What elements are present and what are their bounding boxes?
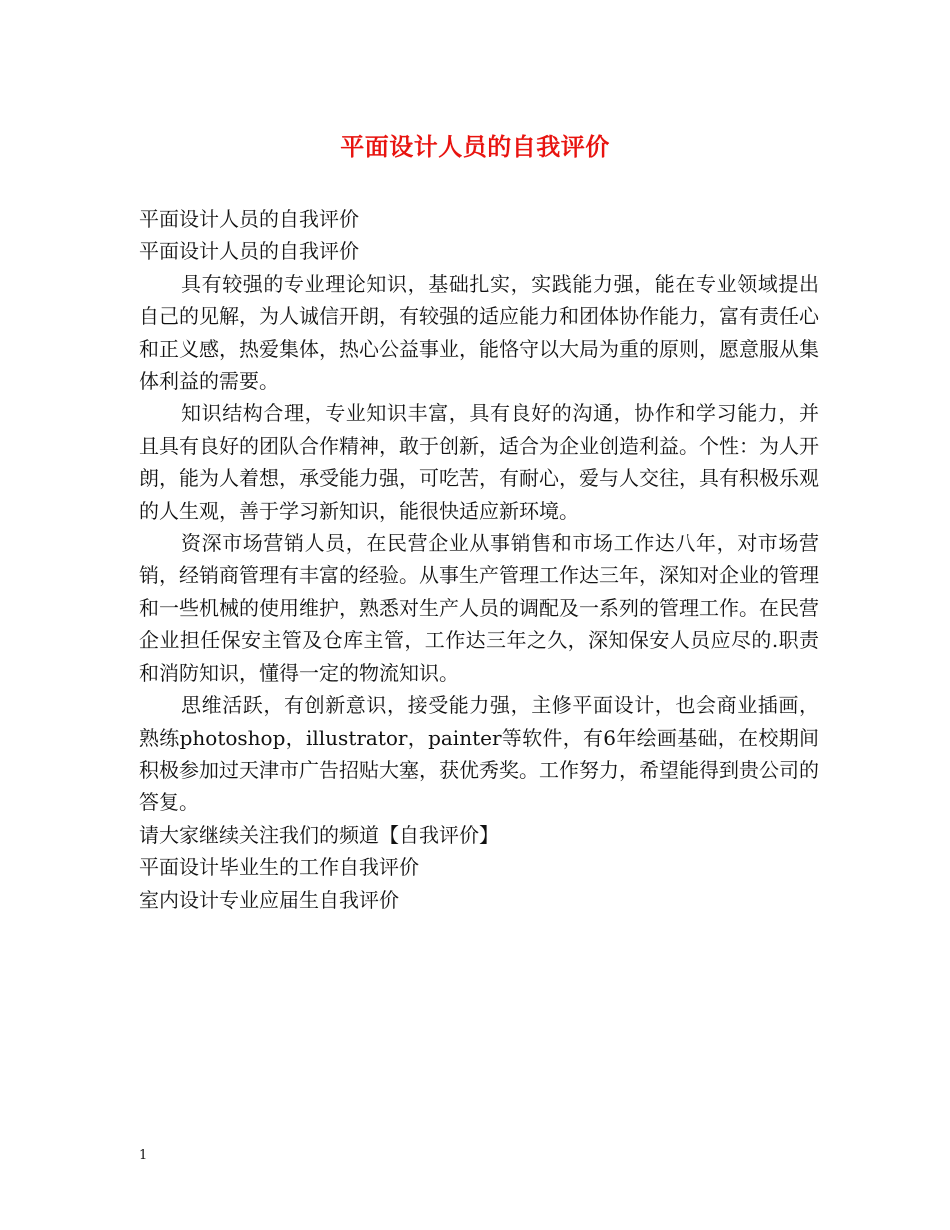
- page-number: 1: [139, 1148, 148, 1163]
- paragraph: 具有较强的专业理论知识，基础扎实，实践能力强，能在专业领域提出自己的见解，为人诚信开朗，有较强的适应能力和团体协作能力，富有责任心和正义感，热爱集体，热心公益事业，能恪守以大局为重的原则，愿意服从集体利益的需要。: [139, 271, 819, 394]
- paragraph: 思维活跃，有创新意识，接受能力强，主修平面设计，也会商业插画，熟练photoshop，illustrator，painter等软件，有6年绘画基础，在校期间积极参加过天津市广告招贴大塞，获优秀奖。工作努力，希望能得到贵公司的答复。: [139, 693, 819, 815]
- document-body: [139, 203, 819, 916]
- intro-line: 平面设计人员的自我评价: [139, 207, 359, 231]
- intro-line: 平面设计人员的自我评价: [139, 239, 359, 264]
- document-title: 平面设计人员的自我评价: [340, 132, 610, 161]
- paragraph: 资深市场营销人员，在民营企业从事销售和市场工作达八年，对市场营销，经销商管理有丰富的经验。从事生产管理工作达三年，深知对企业的管理和一些机械的使用维护，熟悉对生产人员的调配及一系列的管理工作。在民营企业担任保安主管及仓库主管，工作达三年之久，深知保安人员应尽的.职责和消防知识，懂得一定的物流知识。: [139, 531, 819, 685]
- paragraph: 知识结构合理，专业知识丰富，具有良好的沟通，协作和学习能力，并且具有良好的团队合作精神，敢于创新，适合为企业创造利益。个性：为人开朗，能为人着想，承受能力强，可吃苦，有耐心，爱与人交往，具有积极乐观的人生观，善于学习新知识，能很快适应新环境。: [139, 401, 819, 523]
- related-article-line: 室内设计专业应届生自我评价: [139, 887, 399, 912]
- channel-notice-line: 请大家继续关注我们的频道【自我评价】: [139, 822, 499, 847]
- related-article-line: 平面设计毕业生的工作自我评价: [139, 855, 419, 880]
